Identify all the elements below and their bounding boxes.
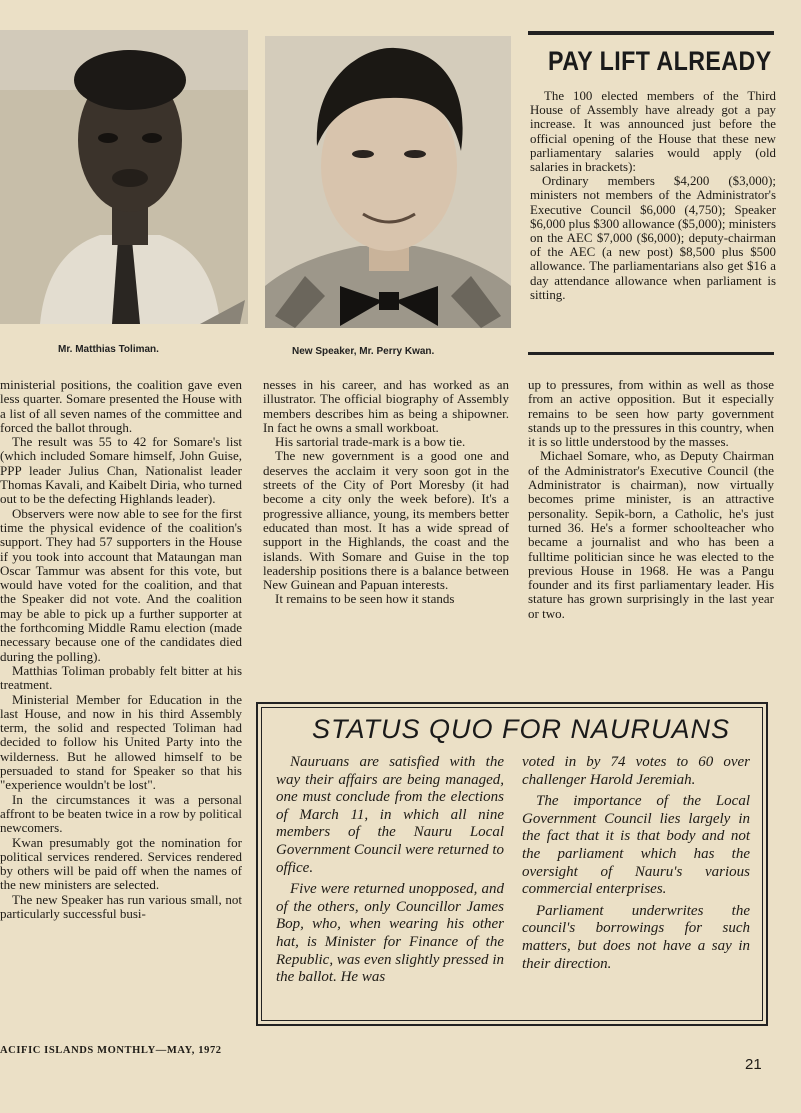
sidebar-paragraph: Ordinary members $4,200 ($3,000); ministers not members of the Administrator's Executive Council $6,000 (4,750); Speaker $6,000 plus $300 allowance ($5,000); ministers on the AEC $7,000 ($6,000); deputy-chairman of the AEC (a new post) $8,500 plus $500 allowance. The parliamentarians also get $16 a day attendance allowance when parliament is sitting. [530,174,776,302]
article-paragraph: Kwan presumably got the nomination for political services rendered. Services rendered by others will be paid off when the names of the new ministers are selected. [0,834,242,893]
publication-footer: ACIFIC ISLANDS MONTHLY—MAY, 1972 [0,1045,222,1056]
article-column-3 [528,378,774,678]
article-paragraph: Michael Somare, who, as Deputy Chairman of the Administrator's Executive Council (the Administrator is chairman), now virtually becomes prime minister, is an attractive personality. Sepik-born, a Catholic, he's just turned 36. He's a former schoolteacher who became a journalist and who has been a fulltime politician since he was elected to the previous House in 1968. He was a Pangu founder and its first parliamentary leader. His stature has grown surprisingly in the last year or two. [528,448,774,621]
article-paragraph: The new government is a good one and deserves the acclaim it very soon got in the streets of the City of Port Moresby (it had become a city only the week before). It's a progressive alliance, young, its members better educated than most. It has a wide spread of support in the Highlands, the coast and the islands. With Somare and Guise in the top leadership positions there is a balance between New Guinean and Papuan interests. [263,448,509,593]
sidebar-paragraph: The 100 elected members of the Third House of Assembly have already got a pay increase. It was announced just before the official opening of the House that these new parliamentary salaries would apply (old salaries in brackets): [530,89,776,175]
sidebar-headline: PAY LIFT ALREADY [548,46,772,76]
article-paragraph: ministerial positions, the coalition gave even less quarter. Somare presented the House with a list of all seven names of the committee and forced the ballot through. [0,378,242,435]
article-paragraph: Matthias Toliman probably felt bitter at his treatment. [0,662,242,693]
sidebar-bottom-rule [528,352,774,355]
page-number: 21 [745,1056,762,1073]
article-paragraph: It remains to be seen how it stands [275,591,455,607]
article-column-1 [0,378,242,1032]
left-photo-caption: Mr. Matthias Toliman. [58,344,159,355]
sidebar-body [530,89,776,341]
article-paragraph: The result was 55 to 42 for Somare's list (which included Somare himself, John Guise, PPP leader Julius Chan, Nationalist leader Thomas Kavali, and Kaibelt Diria, who turned out to be the defecting Highlands leader). [0,434,242,507]
article-paragraph: Ministerial Member for Education in the last House, and now in his third Assembly term, the solid and respected Toliman had decided to follow his United Party into the wilderness. But he allowed himself to be persuaded to stand for Speaker so that his "experience wouldn't be lost". [0,691,242,793]
article-paragraph: The new Speaker has run various small, not particularly successful busi- [0,891,242,921]
boxed-story-title: STATUS QUO FOR NAURUANS [312,714,731,744]
article-paragraph: In the circumstances it was a personal affront to be beaten twice in a row by political newcomers. [0,791,242,836]
boxed-story [256,702,768,1026]
middle-photo-caption: New Speaker, Mr. Perry Kwan. [292,346,435,357]
article-paragraph: up to pressures, from within as well as those from an active opposition. But it especially remains to be seen how party government stands up to the pressures in this country, when it is so little understood by the masses. [528,378,774,450]
sidebar-top-rule [528,31,774,35]
article-paragraph: His sartorial trade-mark is a bow tie. [275,434,466,450]
boxed-paragraph: The importance of the Local Government Council lies largely in the fact that it is that body and not the parliament which has the oversight of Nauru's various commercial enterprises. [522,793,750,898]
photo-perry-kwan [265,36,511,328]
boxed-paragraph: voted in by 74 votes to 60 over challenger Harold Jeremiah. [522,754,750,788]
article-paragraph: Observers were now able to see for the first time the physical evidence of the coalition's support. They had 57 supporters in the House if you took into account that Mataungan man Oscar Tammur was absent for this vote, but would have voted for the coalition, and that the Speaker did not vote. And the coalition may be able to pick up a further supporter at the forthcoming Middle Ramu election (made necessary because one of the candidates died during the polling). [0,505,242,664]
article-column-2 [263,378,509,678]
boxed-paragraph: Parliament underwrites the council's borrowings for such matters, but does not have a say in their direction. [522,902,750,972]
boxed-story-column-2 [522,754,750,1016]
boxed-paragraph: Nauruans are satisfied with the way their affairs are being managed, one must conclude from the elections of March 11, in which all nine members of the Nauru Local Government Council were returned to office. [276,754,505,876]
boxed-paragraph: Five were returned unopposed, and of the others, only Councillor James Bop, who, when wearing his other hat, is Minister for Finance of the Republic, was even slightly pressed in the ballot. He was [276,881,504,986]
article-paragraph: nesses in his career, and has worked as an illustrator. The official biography of Assembly members describes him as being a shipowner. In fact he owns a small workboat. [263,378,509,435]
boxed-story-column-1 [276,754,504,1016]
photo-matthias-toliman [0,30,248,324]
